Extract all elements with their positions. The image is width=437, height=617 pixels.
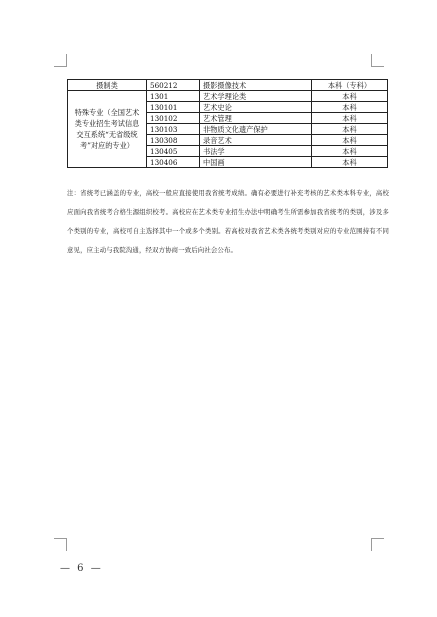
major-cell: 摄影摄像技术 — [200, 80, 312, 91]
major-cell: 录音艺术 — [200, 135, 312, 146]
code-cell: 130406 — [147, 157, 200, 168]
level-cell: 本科 — [312, 157, 388, 168]
level-cell: 本科 — [312, 124, 388, 135]
code-cell: 130102 — [147, 113, 200, 124]
major-cell: 非物质文化遗产保护 — [200, 124, 312, 135]
code-cell: 560212 — [147, 80, 200, 91]
category-cell: 摄制类 — [68, 80, 147, 91]
major-cell: 中国画 — [200, 157, 312, 168]
page-number: — 6 — — [60, 563, 103, 574]
code-cell: 130103 — [147, 124, 200, 135]
major-cell: 书法学 — [200, 146, 312, 157]
special-majors-group-cell: 特殊专业（全国艺术类专业招生考试信息交互系统“无省级统考”对应的专业） — [68, 91, 147, 168]
code-cell: 1301 — [147, 91, 200, 102]
crop-mark-bottom-left-v — [66, 538, 67, 551]
level-cell: 本科 — [312, 146, 388, 157]
code-cell: 130101 — [147, 102, 200, 113]
table-row — [68, 91, 388, 102]
crop-mark-top-left-v — [66, 54, 67, 67]
level-cell: 本科 — [312, 91, 388, 102]
crop-mark-top-right-h — [371, 66, 384, 67]
major-cell: 艺术史论 — [200, 102, 312, 113]
footnote-paragraph: 注：省统考已涵盖的专业，高校一般应直接使用我省统考成绩。确有必要进行补充考核的艺术类本科专业，高校应面向我省统考合格生源组织校考。高校应在艺术类专业招生办法中明确考生所需参加我省统考的类别，涉及多个类别的专业，高校可自主选择其中一个或多个类别。若高校对我省艺术类各统考类别对应的专业范围持有不同意见，应主动与我院沟通，经双方协商一致后向社会公布。 — [67, 189, 389, 254]
major-cell: 艺术管理 — [200, 113, 312, 124]
level-cell: 本科 — [312, 135, 388, 146]
major-cell: 艺术学理论类 — [200, 91, 312, 102]
crop-mark-top-right-v — [371, 54, 372, 67]
code-cell: 130308 — [147, 135, 200, 146]
crop-mark-bottom-right-h — [371, 538, 384, 539]
level-cell: 本科 — [312, 113, 388, 124]
major-category-table — [67, 79, 388, 168]
level-cell: 本科（专科） — [312, 80, 388, 91]
level-cell: 本科 — [312, 102, 388, 113]
crop-mark-bottom-right-v — [371, 538, 372, 551]
table-row — [68, 80, 388, 91]
code-cell: 130405 — [147, 146, 200, 157]
